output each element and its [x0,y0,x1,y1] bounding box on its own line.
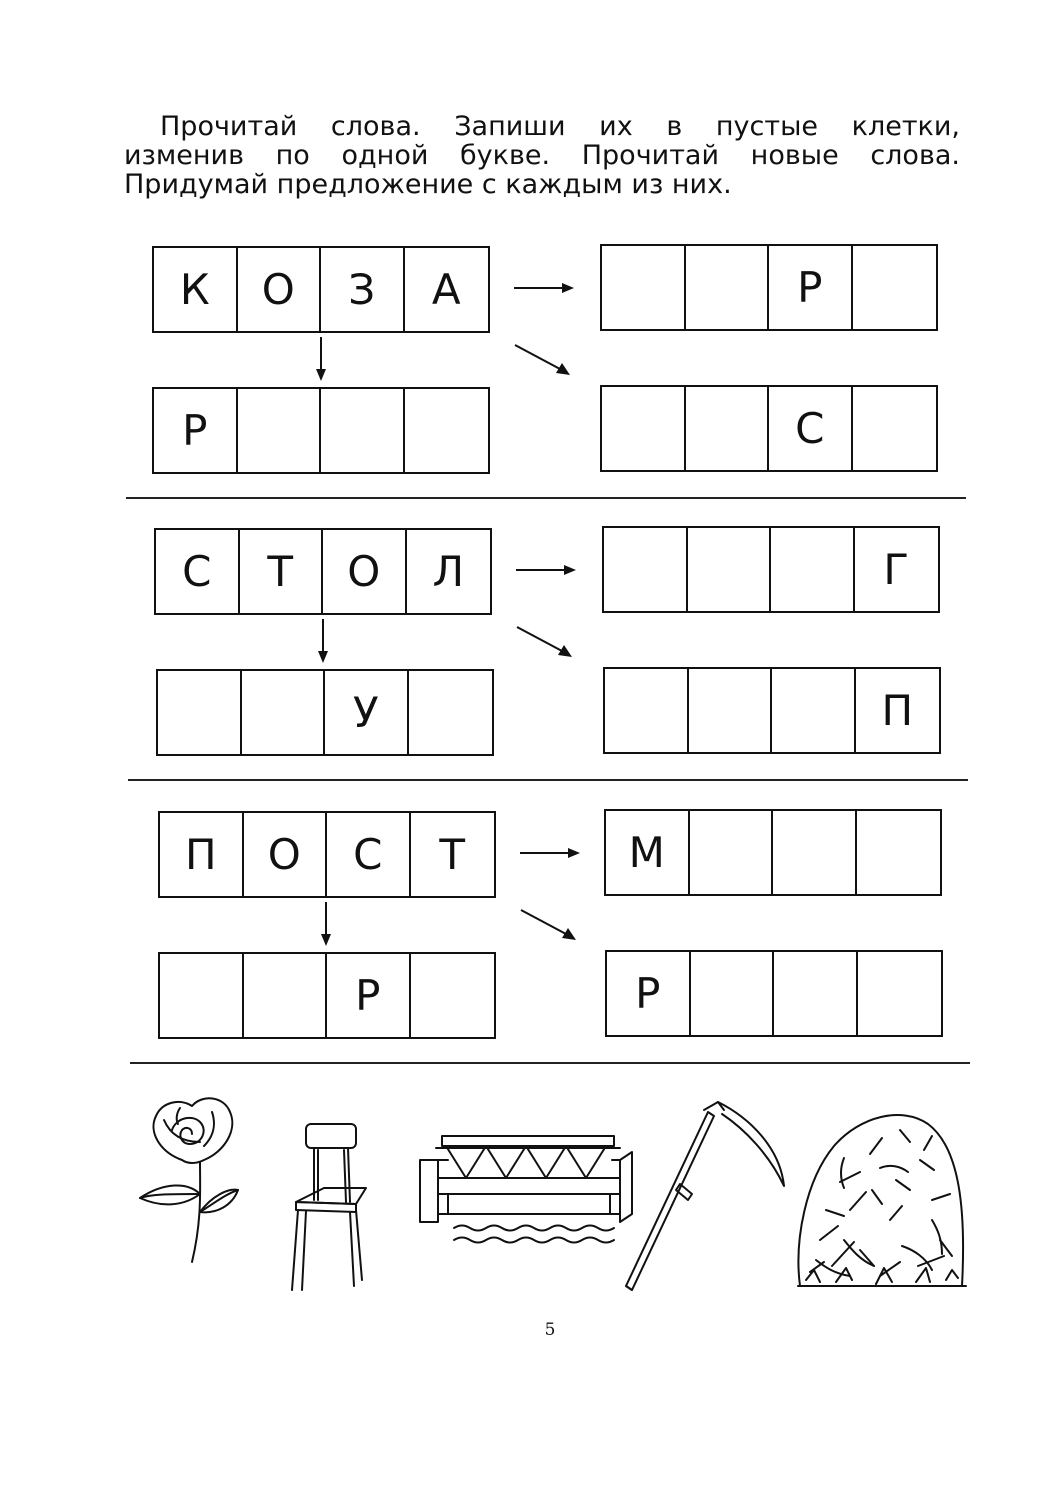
letter-cell: О [238,248,322,331]
bridge-icon [420,1136,632,1243]
letter-cell: Л [432,547,465,596]
answer-word-2-right-bottom [603,667,941,754]
rose-icon [140,1098,238,1262]
answer-cell[interactable]: Р [154,389,238,472]
answer-cell[interactable] [771,528,855,611]
answer-word-3-right-top [604,809,942,896]
letter-cell: О [244,813,328,896]
arrow-down-icon [311,335,331,383]
answer-word-3-right-bottom [605,950,943,1037]
answer-cell[interactable] [605,669,689,752]
arrow-right-icon [514,560,578,580]
section-divider [128,779,968,781]
instruction-line-2: изменив по одной букве. Прочитай новые слова. [124,140,960,171]
answer-cell[interactable] [689,669,773,752]
answer-cell[interactable] [411,954,494,1037]
answer-cell[interactable] [774,952,858,1035]
source-word-1 [152,246,490,333]
answer-word-3-bottom-left [158,952,496,1039]
answer-cell[interactable] [858,952,941,1035]
answer-word-2-bottom-left [156,669,494,756]
instruction-text [124,112,960,199]
arrow-diagonal-icon [512,342,574,378]
answer-cell[interactable] [688,528,772,611]
answer-cell[interactable]: Р [607,952,691,1035]
answer-cell[interactable] [602,246,686,329]
answer-word-1-right-top [600,244,938,331]
instruction-line-3: Придумай предложение с каждым из них. [124,169,732,200]
scythe-icon [626,1102,784,1290]
answer-cell[interactable]: У [325,671,409,754]
answer-cell[interactable] [772,669,856,752]
arrow-right-icon [518,843,582,863]
letter-cell: П [160,813,244,896]
answer-cell[interactable] [405,389,488,472]
source-word-2 [154,528,492,615]
answer-word-1-bottom-left [152,387,490,474]
answer-cell[interactable] [690,811,774,894]
answer-cell[interactable] [686,246,770,329]
instruction-line-1: Прочитай слова. Запиши их в пустые клетки, [160,111,960,142]
answer-cell[interactable]: Г [883,545,910,594]
answer-cell[interactable]: Р [769,246,853,329]
answer-cell[interactable] [242,671,326,754]
answer-cell[interactable] [238,389,322,472]
answer-cell[interactable] [686,387,770,470]
letter-cell: О [323,530,407,613]
page-number: 5 [544,1320,556,1340]
letter-cell: А [431,265,461,314]
answer-cell[interactable] [321,389,405,472]
arrow-down-icon [316,900,336,948]
letter-cell: Т [240,530,324,613]
arrow-diagonal-icon [518,907,580,943]
letter-cell: С [327,813,411,896]
answer-cell[interactable]: П [881,686,914,735]
letter-cell: С [156,530,240,613]
arrow-down-icon [313,617,333,665]
answer-cell[interactable] [602,387,686,470]
pictures-row [120,1090,980,1300]
answer-cell[interactable] [857,811,940,894]
answer-cell[interactable]: М [606,811,690,894]
answer-cell[interactable]: Р [327,954,411,1037]
answer-cell[interactable] [773,811,857,894]
answer-word-2-right-top [602,526,940,613]
letter-cell: К [154,248,238,331]
section-divider [130,1062,970,1064]
letter-cell: Т [439,830,466,879]
answer-cell[interactable] [244,954,328,1037]
answer-cell[interactable] [691,952,775,1035]
arrow-right-icon [512,278,576,298]
answer-cell[interactable]: С [769,387,853,470]
source-word-3 [158,811,496,898]
arrow-diagonal-icon [514,624,576,660]
answer-cell[interactable] [409,671,492,754]
answer-cell[interactable] [604,528,688,611]
letter-cell: З [321,248,405,331]
answer-cell[interactable] [853,246,936,329]
section-divider [126,497,966,499]
haystack-icon [798,1115,966,1286]
answer-word-1-right-bottom [600,385,938,472]
answer-cell[interactable] [158,671,242,754]
answer-cell[interactable] [853,387,936,470]
answer-cell[interactable] [160,954,244,1037]
chair-icon [292,1124,366,1290]
